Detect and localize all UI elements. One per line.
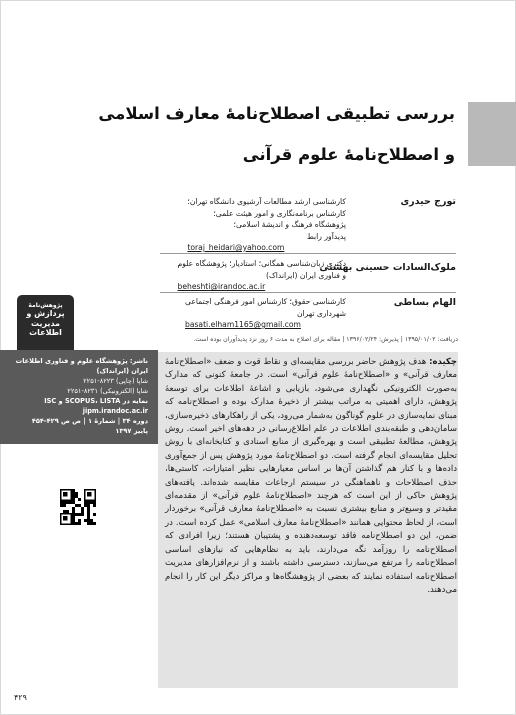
author-affiliation — [187, 196, 346, 254]
journal-info-panel — [0, 350, 158, 444]
logo-line: مدیریت — [30, 318, 61, 328]
affiliation-line: پژوهشگاه فرهنگ و اندیشهٔ اسلامی؛ — [233, 220, 346, 229]
publisher-label: ناشر: — [129, 357, 148, 365]
affiliation-line: دکتری زبان‌شناسی همگانی؛ استادیار؛ پژوهشگاه علوم — [177, 259, 346, 268]
affiliation-line — [185, 319, 346, 331]
author-block-3 — [160, 296, 456, 329]
author-divider — [160, 292, 456, 293]
author-affiliation — [185, 296, 346, 331]
issue-season: پاییز ۱۳۹۷ — [115, 427, 148, 435]
qr-code-icon — [60, 489, 96, 525]
affiliation-line: کارشناسی حقوق؛ کارشناس امور فرهنگی اجتماعی — [185, 297, 346, 306]
issue-info: دوره ۳۴ | شمارهٔ ۱ | ص ص ۴۲۹-۴۵۴ — [31, 417, 148, 425]
article-title-line-1: بررسی تطبیقی اصطلاح‌نامهٔ معارف اسلامی — [98, 104, 455, 123]
author-divider — [160, 253, 456, 254]
issn-online: شاپا (الکترونیکی) ۸۲۳۱-۲۲۵۱ — [67, 387, 148, 395]
article-title-line-2: و اصطلاح‌نامهٔ علوم قرآنی — [242, 145, 455, 164]
journal-url-link[interactable]: jipm.irandoc.ac.ir — [82, 407, 148, 415]
corresponding-author-label: پدیدآور رابط — [306, 231, 346, 241]
indexing-info: نمایه در SCOPUS، LISTA و ISC — [44, 397, 148, 405]
issn-print: شاپا (چاپی) ۸۲۲۳-۲۲۵۱ — [83, 377, 148, 385]
author-email-link[interactable]: basati.elham1165@gmail.com — [185, 320, 301, 329]
author-name: تورج حیدری — [400, 196, 456, 207]
affiliation-line — [178, 281, 346, 293]
author-block-1 — [160, 196, 456, 252]
abstract-body: هدف پژوهش حاضر بررسی مقایسه‌ای و نقاط قوت و ضعف «اصطلاح‌نامهٔ معارف قرآنی» و «اصطلاح‌نامهٔ علوم قرآنی» است. در جامعهٔ کنونی که مدارک به‌صورت الکترونیکی نگهداری می‌شود، بازیابی و اشاعهٔ اطلاعات برای توسعهٔ پژوهش، دارای اهمیتی به مراتب بیشتر از ذخیرهٔ مدارک بوده و اصطلاح‌نامه که مبنای نمایه‌سازی در علوم گوناگون به‌شمار می‌رود، یکی از راهکارهای ذخیره‌سازی، سامان‌دهی و طبقه‌بندی اطلاعات در علم اطلاع‌رسانی در دهه‌های اخیر است. روش پژوهش، مطالعهٔ تطبیقی است و بهره‌گیری از منابع اسنادی و کتابخانه‌ای با روش تحلیل مقایسه‌ای انجام گرفته است. دو اصطلاح‌نامهٔ مورد پژوهش پس از جمع‌آوری داده‌ها و با کنار هم گذاشتن آن‌ها بر اساس معیارهایی نظیر امتیازات، کاستی‌ها، حذف اصطلاحات و ناهماهنگی در سیستم ارجاعات مقایسه شده‌اند. یافته‌های پژوهش حاکی از این است که هرچند «اصطلاح‌نامهٔ علوم قرآنی» از مقدمه‌ای مقیدتر و وسیع‌تر و منابع بیشتری نسبت به «اصطلاح‌نامهٔ معارف قرآنی» برخوردار است، از لحاظ محتوایی همانند «اصطلاح‌نامهٔ معارف اسلامی» عمل کرده است. در ضمن، این دو اصطلاح‌نامه فاقد توسعه‌دهنده و پشتیبان هستند؛ زیرا افرادی که اصطلاح‌نامه را روزآمد نگه می‌دارند، باید به نظام‌هایی که نیازهای اساسی اصطلاح‌نامه را مرتفع می‌سازند، دسترسی داشته باشند و از نرم‌افزارهای مدیریت اصطلاح‌نامه استفاده نمایند که بعضی از پژوهشگاه‌ها و مراکز دیگر این کار را انجام می‌دهند. — [165, 357, 457, 595]
affiliation-line: و فناوری ایران (ایرانداک) — [266, 270, 346, 280]
author-name: الهام بساطی — [393, 297, 456, 308]
logo-line: پژوهش‌نامهٔ — [28, 302, 63, 309]
publisher-line — [6, 356, 148, 376]
author-email-link[interactable]: toraj_heidari@yahoo.com — [187, 243, 285, 252]
author-block-2 — [160, 258, 456, 291]
affiliation-line — [187, 231, 346, 243]
author-name: ملوک‌السادات حسینی بهشتی — [319, 262, 456, 273]
affiliation-line: شهرداری تهران — [296, 308, 346, 318]
logo-line: اطلاعات — [29, 328, 62, 337]
affiliation-line: کارشناسی ارشد مطالعات آرشیوی دانشگاه تهران؛ — [187, 197, 346, 206]
decorative-corner-block — [468, 102, 516, 166]
abstract-text — [165, 356, 457, 597]
author-email-link[interactable]: beheshti@irandoc.ac.ir — [177, 282, 266, 291]
publisher-name: پژوهشگاه علوم و فناوری اطلاعات ایران (ایرانداک) — [15, 357, 148, 375]
journal-logo — [17, 295, 74, 355]
submission-dates: دریافت: ۱۳۹۵/۰۱/۰۲ | پذیرش: ۱۳۹۶/۰۲/۲۴ | مقاله برای اصلاح به مدت ۶ روز نزد پدیدآوران بوده است. — [193, 336, 458, 343]
author-affiliation — [178, 258, 346, 293]
affiliation-line — [187, 242, 346, 254]
logo-line: پردازش و — [26, 309, 65, 318]
abstract-label: چکیده: — [429, 357, 457, 367]
affiliation-line: کارشناس برنامه‌نگاری و امور هیئت علمی؛ — [213, 208, 346, 218]
page-number: ۴۲۹ — [14, 693, 27, 702]
